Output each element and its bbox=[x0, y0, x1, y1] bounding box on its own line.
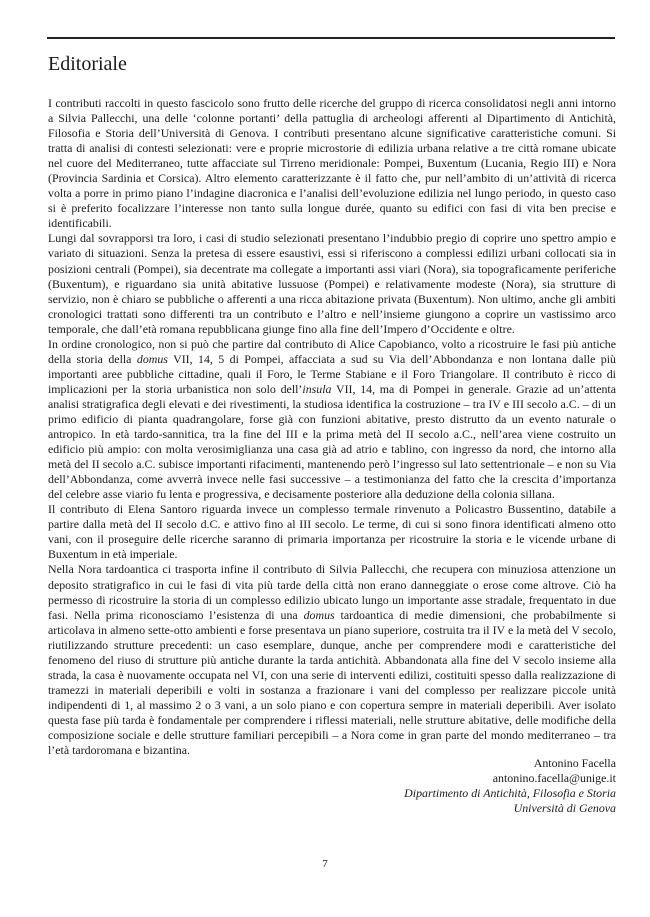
author-name: Antonino Facella bbox=[533, 756, 616, 770]
page-number: 7 bbox=[322, 858, 328, 870]
paragraph bbox=[48, 562, 616, 758]
text-run: VII, 14, 5 di Pompei, affacciata a sud su Via dell’Abbondanza e non lontana dalle più importanti aree pubbliche cittadine, quali il Foro, le Terme Stabiane e il Foro Triangolare. Il contributo è ricco di implicazioni per la storia urbanistica non solo dell’ bbox=[48, 351, 616, 396]
paragraph bbox=[48, 96, 616, 231]
author-email[interactable]: antonino.facella@unige.it bbox=[492, 771, 616, 786]
author-university: Università di Genova bbox=[513, 801, 616, 816]
header-rule bbox=[47, 37, 615, 39]
text-run: tardoantica di medie dimensioni, che probabilmente si articolava in almeno sette-otto ambienti e forse presentava un piano superiore, costruita tra il IV e la metà del V secolo, riutilizzando strutture precedenti: un caso esemplare, dunque, anche per comprendere modi e caratteristiche del fenomeno del riuso di strutture più antiche durante la tarda antichità. Abbandonata alla fine del V secolo insieme alla strada, la casa è nuovamente occupata nel VI, con una serie di interventi edilizi, costituiti spesso dalla realizzazione di tramezzi in materiali deperibili e volti in sostanza a frazionare i vani del complesso per realizzare piccole unità indipendenti di 1, al massimo 2 o 3 vani, a un solo piano e con copertura sempre in materiali deperibili. Aver isolato questa fase più tarda è fondamentale per comprendere i riflessi materiali, nelle strutture abitative, delle modifiche della composizione sociale e delle strutture familiari percepibili – a Nora come in gran parte del mondo mediterraneo – tra l’età tardoromana e bizantina. bbox=[48, 607, 617, 758]
text-run: I contributi raccolti in questo fascicolo sono frutto delle ricerche del gruppo di ricerca consolidatosi negli anni intorno a Silvia Pallecchi, una delle ‘colonne portanti’ della pattuglia di archeologi afferenti al Dipartimento di Antichità, Filosofia e Storia dell’Università di Genova. I contributi presentano alcune significative caratteristiche comuni. Si tratta di analisi di contesti selezionati: vere e proprie microstorie di edilizia urbana relative a tre città romane ubicate nel cuore del Mediterraneo, tutte affacciate sul Tirreno meridionale: Pompei, Buxentum (Lucania, Regio III) e Nora (Provincia Sardinia et Corsica). Altro elemento caratterizzante è il fatto che, pur nell’ambito di un’attività di ricerca volta a porre in primo piano l’indagine diacronica e l’analisi dell’evoluzione edilizia nel lungo periodo, in questo caso si è preferito focalizzare l’interesse non tanto sulla longue durée, quanto su edifici con fasi di vita ben precise e identificabili. bbox=[48, 96, 616, 231]
italic-term: insula bbox=[302, 381, 332, 396]
paragraph bbox=[48, 231, 616, 336]
italic-term: domus bbox=[303, 607, 335, 622]
editorial-body bbox=[48, 96, 616, 758]
paragraph bbox=[48, 337, 616, 503]
author-department: Dipartimento di Antichità, Filosofia e Storia bbox=[404, 786, 616, 801]
text-run: VII, 14, ma di Pompei in generale. Grazie ad un’attenta analisi stratigrafica degli elevati e dei rivestimenti, la studiosa identifica la costruzione – tra IV e III secolo a.C. – di un primo edificio di pianta quadrangolare, forse già con funzioni abitative, presto distrutto da un evento naturale o antropico. In età tardo-sannitica, tra la fine del III e la prima metà del II secolo a.C., nell’area viene costruito un edificio più ampio: con molta verosimiglianza una casa già ad atrio e tablino, con ingresso da nord, che intorno alla metà del II secolo a.C. subisce importanti rifacimenti, mantenendo però l’ingresso sul lato settentrionale – e non su Via dell’Abbondanza, come avverrà invece nelle fasi successive – a testimonianza del fatto che la crescita d’importanza del celebre asse viario fu lenta e progressiva, e decisamente posteriore alla deduzione della colonia sillana. bbox=[48, 381, 616, 502]
italic-term: domus bbox=[136, 351, 168, 366]
author-signature bbox=[216, 756, 616, 816]
paragraph bbox=[48, 502, 616, 562]
page-title: Editoriale bbox=[48, 53, 127, 75]
text-run: Lungi dal sovrapporsi tra loro, i casi di studio selezionati presentano l’indubbio pregio di coprire uno spettro ampio e variato di situazioni. Senza la pretesa di essere esaustivi, essi si riferiscono a complessi edilizi urbani collocati sia in posizioni centrali (Pompei), sia decentrate ma collegate a importanti assi viari (Nora), sia topograficamente periferiche (Buxentum), e riguardano sia unità abitative lussuose (Pompei) e relativamente modeste (Nora), sia strutture di servizio, non è chiaro se pubbliche o afferenti a una ricca abitazione privata (Buxentum). Non ultimo, anche gli ambiti cronologici trattati sono differenti tra un contributo e l’altro e nell’insieme giungono a coprire un vastissimo arco temporale, che dall’età romana repubblicana giunge fino alla fine dell’Impero d’Occidente e oltre. bbox=[48, 231, 616, 336]
text-run: In ordine cronologico, non si può che partire dal contributo di Alice Capobianco, volto a ricostruire le fasi più antiche della storia della bbox=[48, 336, 616, 366]
text-run: Nella Nora tardoantica ci trasporta infine il contributo di Silvia Pallecchi, che recupera con minuziosa attenzione un deposito stratigrafico in cui le fasi di vita più tarde della città non erano danneggiate o erose come altrove. Ciò ha permesso di ricostruire la storia di un complesso edilizio ubicato lungo un importante asse stradale, frequentato in due fasi. Nella prima riconosciamo l’esistenza di una bbox=[48, 562, 616, 622]
text-run: Il contributo di Elena Santoro riguarda invece un complesso termale rinvenuto a Policastro Bussentino, databile a partire dalla metà del II secolo d.C. e attivo fino al III secolo. Le terme, di cui si sono finora identificati almeno otto vani, con il proseguire delle ricerche saranno di primaria importanza per ricostruire la storia e le vicende urbane di Buxentum in età imperiale. bbox=[48, 502, 616, 562]
